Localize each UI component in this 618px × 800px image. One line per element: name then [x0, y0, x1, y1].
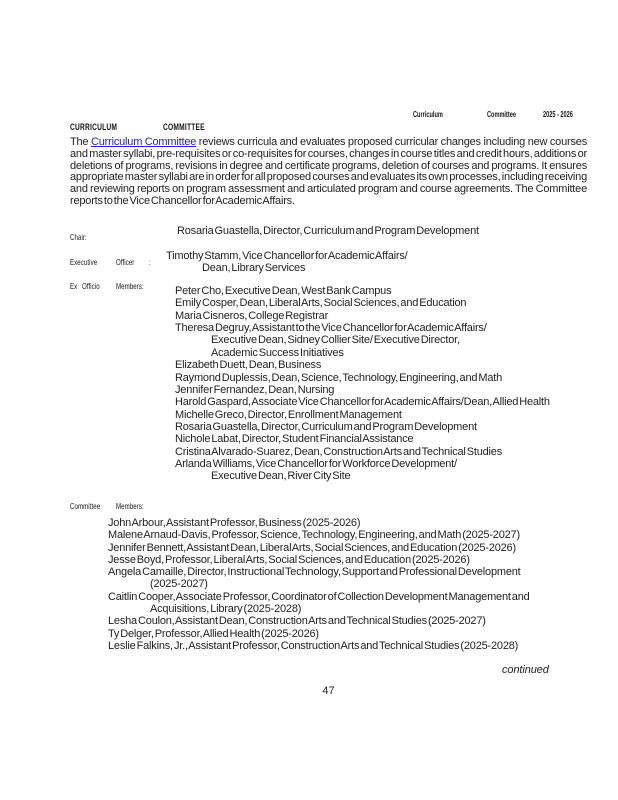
page-title-word2-wrap [163, 117, 223, 135]
list-item: Maria Cisneros, College Registrar [175, 309, 329, 322]
ex-officio-label-word3-wrap [116, 276, 155, 294]
list-item: Executive Dean, Sidney Collier Site/ Executive Director, [211, 334, 460, 347]
list-item: Leslie Falkins, Jr., Assistant Professor, Construction Arts and Technical Studies (2025-2028) [108, 639, 519, 652]
executive-officer-label-colon-wrap [149, 252, 151, 270]
running-header-text: Curriculum [413, 110, 443, 119]
ex-officio-label-word2-wrap [82, 276, 107, 294]
running-header-years [543, 104, 586, 122]
running-header-text: 2025 - 2026 [543, 110, 573, 119]
executive-officer-line2: Dean, Library Services [202, 262, 306, 274]
list-item: (2025-2027) [150, 578, 208, 591]
ex-officio-label-word3: Members: [116, 281, 144, 291]
page-title-word1: CURRICULUM [70, 122, 118, 133]
committee-members-label-word2: Members: [116, 501, 144, 511]
committee-members-list [108, 518, 530, 653]
list-item: Peter Cho, Executive Dean, West Bank Campus [175, 285, 392, 297]
executive-officer-line1: Timothy Stamm, Vice Chancellor for Academic Affairs/ [166, 250, 408, 262]
list-item: Angela Camaille, Director, Instructional Technology, Support and Professional Development [108, 566, 521, 579]
chair-value: Rosaria Guastella, Director, Curriculum and Program Development [177, 225, 479, 237]
committee-members-label-word2-wrap [116, 496, 155, 514]
intro-paragraph [70, 137, 587, 208]
list-item: Ty Delger, Professor, Allied Health (2025-2026) [108, 627, 319, 640]
running-header-text: Committee [487, 110, 516, 119]
list-item: Harold Gaspard, Associate Vice Chancellor for Academic Affairs/Dean, Allied Health [175, 396, 550, 409]
page-number: 47 [322, 685, 335, 697]
list-item: Academic Success Initiatives [211, 346, 344, 359]
list-item: Michelle Greco, Director, Enrollment Management [175, 408, 402, 421]
list-item: Jennifer Bennett, Assistant Dean, Liberal Arts, Social Sciences, and Education (2025-2026) [108, 541, 516, 554]
page-title [70, 117, 137, 135]
ex-officio-members-list [175, 286, 550, 484]
intro-body: reviews curricula and evaluates proposed curricular changes including new courses and master syllabi, pre-requisites or co-requisites for courses, changes in course titles and credit hours, additions or deletions of programs, revisions in degree and certificate programs, deletion of courses and programs. It ensures appropriate master syllabi are in order for all proposed courses and evaluates its own processes, including receiving and reviewing reports on program assessment and articulated program and course agreements. The Committee reports to the Vice Chancellor for Academic Affairs. [70, 136, 588, 207]
list-item: Rosaria Guastella, Director, Curriculum and Program Development [175, 420, 477, 433]
committee-members-label-word1: Committee [70, 501, 101, 511]
list-item: Nichole Labat, Director, Student Financial Assistance [175, 433, 414, 446]
list-item: Lesha Coulon, Assistant Dean, Construction Arts and Technical Studies (2025-2027) [108, 615, 486, 628]
running-header-word2 [487, 104, 528, 122]
list-item: Caitlin Cooper, Associate Professor, Coordinator of Collection Development Management and [108, 590, 530, 603]
list-item: Acquisitions, Library (2025-2028) [150, 603, 302, 616]
list-item: Jesse Boyd, Professor, Liberal Arts, Social Sciences, and Education (2025-2026) [108, 553, 470, 566]
list-item: John Arbour, Assistant Professor, Business (2025-2026) [108, 517, 361, 529]
list-item: Executive Dean, River City Site [211, 470, 351, 483]
continued-note: continued [502, 664, 549, 676]
running-header-word1 [413, 104, 456, 122]
committee-members-label-word1-wrap [70, 496, 112, 514]
chair-label: Chair: [70, 232, 87, 242]
executive-officer-label-word2-wrap [116, 252, 142, 270]
intro-prefix: The [70, 136, 91, 148]
page-title-word2: COMMITTEE [163, 122, 205, 133]
curriculum-committee-link[interactable]: Curriculum Committee [90, 136, 197, 148]
executive-officer-label-word1-wrap [70, 252, 108, 270]
list-item: Elizabeth Duett, Dean, Business [175, 359, 322, 372]
list-item: Cristina Alvarado-Suarez, Dean, Construction Arts and Technical Studies [175, 445, 503, 458]
executive-officer-label-word1: Executive [70, 257, 98, 267]
list-item: Jennifer Fernandez, Dean, Nursing [175, 383, 335, 396]
list-item: Emily Cosper, Dean, Liberal Arts, Social Sciences, and Education [175, 297, 467, 310]
list-item: Arlanda Williams, Vice Chancellor for Workforce Development/ [175, 458, 457, 471]
ex-officio-label-word1: Ex [70, 281, 78, 291]
ex-officio-label-word2: Officio [82, 281, 100, 291]
list-item: Malene Arnaud-Davis, Professor, Science, Technology, Engineering, and Math (2025-2027) [108, 529, 520, 542]
chair-label-wrap [70, 227, 93, 245]
list-item: Raymond Duplessis, Dean, Science, Technology, Engineering, and Math [175, 371, 503, 384]
list-item: Theresa Degruy, Assistant to the Vice Chancellor for Academic Affairs/ [175, 322, 487, 335]
executive-officer-label-word2: Officer [116, 257, 135, 267]
ex-officio-label-word1-wrap [70, 276, 80, 294]
executive-officer-label-colon: : [149, 257, 151, 267]
